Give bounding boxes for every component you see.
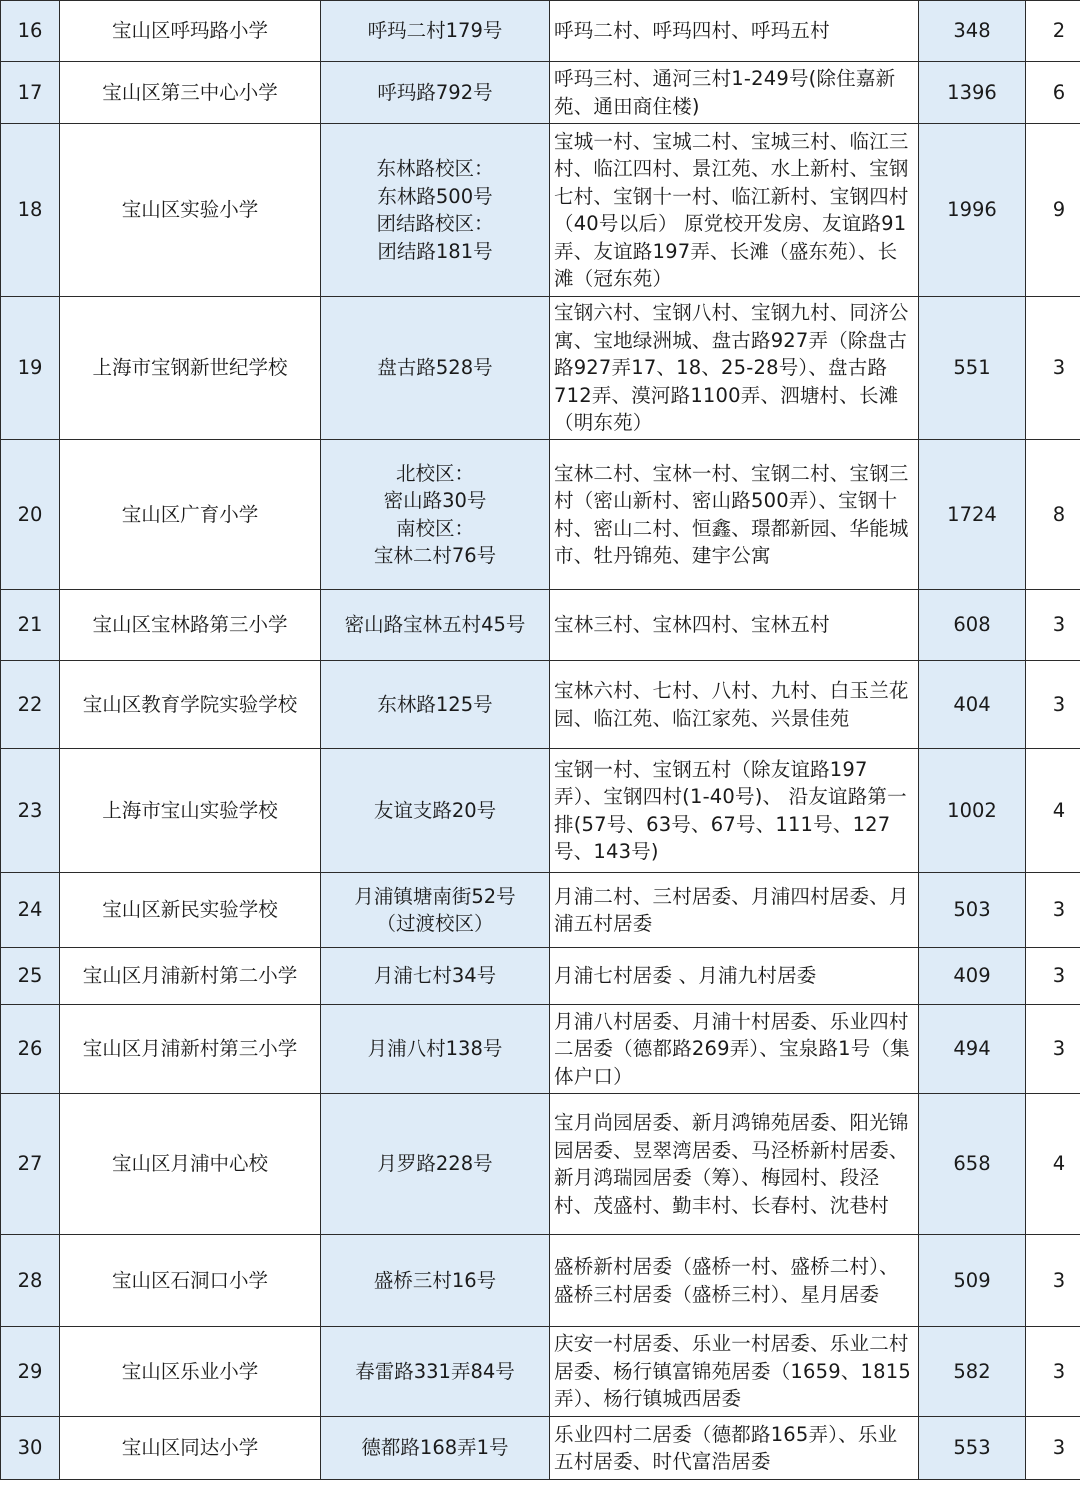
- class-count: 8: [1026, 440, 1080, 590]
- row-number: 27: [1, 1094, 60, 1235]
- student-count: 1396: [919, 62, 1026, 124]
- table-row: [1, 1094, 1080, 1235]
- table-row: [1, 1235, 1080, 1327]
- enrollment-area: 呼玛二村、呼玛四村、呼玛五村: [550, 1, 919, 62]
- row-number: 30: [1, 1417, 60, 1480]
- row-number: 26: [1, 1005, 60, 1094]
- student-count: 608: [919, 590, 1026, 661]
- row-number: 16: [1, 1, 60, 62]
- table-row: [1, 1327, 1080, 1417]
- student-count: 494: [919, 1005, 1026, 1094]
- student-count: 1996: [919, 124, 1026, 297]
- row-number: 21: [1, 590, 60, 661]
- student-count: 582: [919, 1327, 1026, 1417]
- enrollment-area: 宝月尚园居委、新月鸿锦苑居委、阳光锦园居委、昱翠湾居委、马泾桥新村居委、新月鸿瑞园居委（筹）、梅园村、段泾村、茂盛村、勤丰村、长春村、沈巷村: [550, 1094, 919, 1235]
- row-number: 28: [1, 1235, 60, 1327]
- row-number: 24: [1, 873, 60, 948]
- student-count: 1724: [919, 440, 1026, 590]
- school-name: 宝山区月浦中心校: [60, 1094, 321, 1235]
- school-name: 宝山区月浦新村第二小学: [60, 948, 321, 1005]
- school-address: 月浦七村34号: [321, 948, 550, 1005]
- table-row: [1, 1, 1080, 62]
- school-address: 春雷路331弄84号: [321, 1327, 550, 1417]
- school-address: 盘古路528号: [321, 297, 550, 440]
- table-row: [1, 124, 1080, 297]
- row-number: 23: [1, 749, 60, 873]
- student-count: 551: [919, 297, 1026, 440]
- table-row: [1, 661, 1080, 749]
- enrollment-area: 月浦二村、三村居委、月浦四村居委、月浦五村居委: [550, 873, 919, 948]
- row-number: 18: [1, 124, 60, 297]
- school-name: 宝山区石洞口小学: [60, 1235, 321, 1327]
- enrollment-area: 宝钢一村、宝钢五村（除友谊路197弄）、宝钢四村(1-40号)、 沿友谊路第一排(57号、63号、67号、111号、127号、143号): [550, 749, 919, 873]
- class-count: 3: [1026, 873, 1080, 948]
- school-name: 宝山区同达小学: [60, 1417, 321, 1480]
- table-row: [1, 62, 1080, 124]
- school-address: 友谊支路20号: [321, 749, 550, 873]
- table-row: [1, 873, 1080, 948]
- school-name: 宝山区月浦新村第三小学: [60, 1005, 321, 1094]
- school-name: 宝山区教育学院实验学校: [60, 661, 321, 749]
- class-count: 3: [1026, 590, 1080, 661]
- table-row: [1, 297, 1080, 440]
- table-row: [1, 948, 1080, 1005]
- school-name: 宝山区广育小学: [60, 440, 321, 590]
- school-name: 宝山区新民实验学校: [60, 873, 321, 948]
- school-name: 宝山区宝林路第三小学: [60, 590, 321, 661]
- school-name: 宝山区乐业小学: [60, 1327, 321, 1417]
- class-count: 4: [1026, 1094, 1080, 1235]
- class-count: 2: [1026, 1, 1080, 62]
- class-count: 3: [1026, 1235, 1080, 1327]
- student-count: 409: [919, 948, 1026, 1005]
- enrollment-area: 月浦八村居委、月浦十村居委、乐业四村二居委（德都路269弄）、宝泉路1号（集体户口）: [550, 1005, 919, 1094]
- school-address: 北校区： 密山路30号 南校区： 宝林二村76号: [321, 440, 550, 590]
- enrollment-area: 宝林三村、宝林四村、宝林五村: [550, 590, 919, 661]
- school-name: 宝山区呼玛路小学: [60, 1, 321, 62]
- table-row: [1, 749, 1080, 873]
- school-address: 月浦镇塘南街52号 （过渡校区）: [321, 873, 550, 948]
- class-count: 3: [1026, 1417, 1080, 1480]
- table-row: [1, 1417, 1080, 1480]
- enrollment-area: 盛桥新村居委（盛桥一村、盛桥二村）、盛桥三村居委（盛桥三村）、星月居委: [550, 1235, 919, 1327]
- school-address: 东林路125号: [321, 661, 550, 749]
- enrollment-area: 宝林二村、宝林一村、宝钢二村、宝钢三村（密山新村、密山路500弄）、宝钢十村、密山二村、恒鑫、璟都新园、华能城市、牡丹锦苑、建宇公寓: [550, 440, 919, 590]
- table-row: [1, 1005, 1080, 1094]
- school-name: 宝山区第三中心小学: [60, 62, 321, 124]
- school-address: 盛桥三村16号: [321, 1235, 550, 1327]
- class-count: 3: [1026, 948, 1080, 1005]
- row-number: 22: [1, 661, 60, 749]
- table-body: [1, 1, 1080, 1480]
- student-count: 348: [919, 1, 1026, 62]
- class-count: 3: [1026, 1005, 1080, 1094]
- enrollment-area: 庆安一村居委、乐业一村居委、乐业二村居委、杨行镇富锦苑居委（1659、1815弄）、杨行镇城西居委: [550, 1327, 919, 1417]
- enrollment-area: 乐业四村二居委（德都路165弄）、乐业五村居委、时代富浩居委: [550, 1417, 919, 1480]
- school-address: 德都路168弄1号: [321, 1417, 550, 1480]
- school-address: 呼玛二村179号: [321, 1, 550, 62]
- student-count: 404: [919, 661, 1026, 749]
- student-count: 1002: [919, 749, 1026, 873]
- table-row: [1, 590, 1080, 661]
- school-address: 呼玛路792号: [321, 62, 550, 124]
- enrollment-area: 宝钢六村、宝钢八村、宝钢九村、同济公寓、宝地绿洲城、盘古路927弄（除盘古路927弄17、18、25-28号）、盘古路712弄、漠河路1100弄、泗塘村、长滩（明东苑）: [550, 297, 919, 440]
- row-number: 25: [1, 948, 60, 1005]
- row-number: 19: [1, 297, 60, 440]
- school-address: 东林路校区： 东林路500号 团结路校区： 团结路181号: [321, 124, 550, 297]
- school-name: 上海市宝钢新世纪学校: [60, 297, 321, 440]
- class-count: 6: [1026, 62, 1080, 124]
- class-count: 4: [1026, 749, 1080, 873]
- row-number: 17: [1, 62, 60, 124]
- student-count: 503: [919, 873, 1026, 948]
- school-address: 密山路宝林五村45号: [321, 590, 550, 661]
- table-row: [1, 440, 1080, 590]
- student-count: 509: [919, 1235, 1026, 1327]
- enrollment-area: 宝城一村、宝城二村、宝城三村、临江三村、临江四村、景江苑、水上新村、宝钢七村、宝钢十一村、临江新村、宝钢四村（40号以后） 原党校开发房、友谊路91弄、友谊路197弄、长滩（盛东苑）、长滩（冠东苑）: [550, 124, 919, 297]
- school-address: 月浦八村138号: [321, 1005, 550, 1094]
- student-count: 658: [919, 1094, 1026, 1235]
- class-count: 3: [1026, 1327, 1080, 1417]
- enrollment-area: 宝林六村、七村、八村、九村、白玉兰花园、临江苑、临江家苑、兴景佳苑: [550, 661, 919, 749]
- student-count: 553: [919, 1417, 1026, 1480]
- enrollment-area: 呼玛三村、通河三村1-249号(除住嘉新苑、通田商住楼): [550, 62, 919, 124]
- row-number: 29: [1, 1327, 60, 1417]
- class-count: 3: [1026, 297, 1080, 440]
- class-count: 9: [1026, 124, 1080, 297]
- enrollment-area: 月浦七村居委 、月浦九村居委: [550, 948, 919, 1005]
- school-name: 宝山区实验小学: [60, 124, 321, 297]
- school-name: 上海市宝山实验学校: [60, 749, 321, 873]
- school-address: 月罗路228号: [321, 1094, 550, 1235]
- row-number: 20: [1, 440, 60, 590]
- class-count: 3: [1026, 661, 1080, 749]
